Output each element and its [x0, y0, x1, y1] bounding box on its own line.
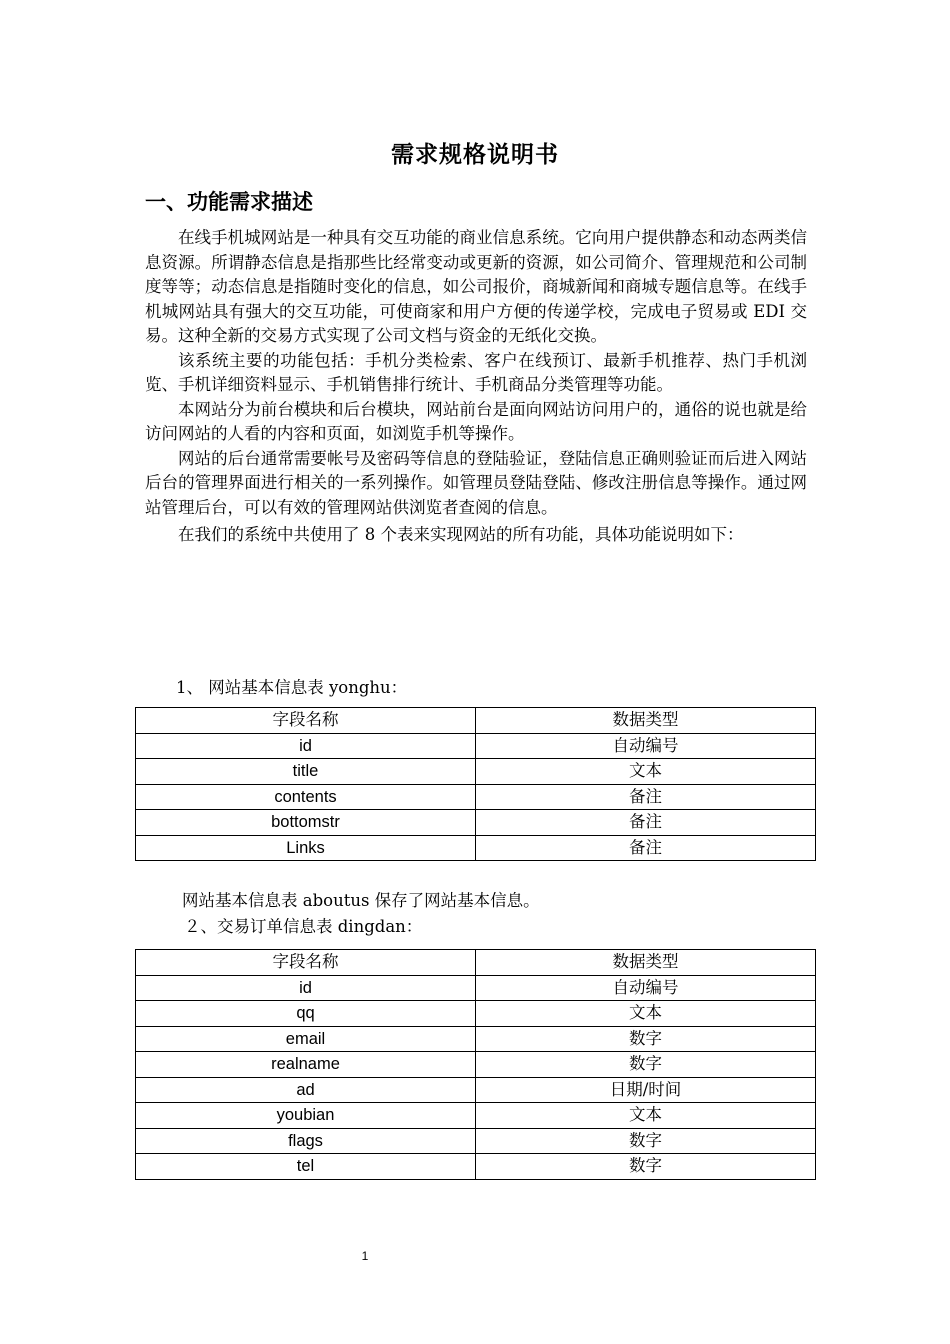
field-name-cell: email [136, 1026, 476, 1052]
table1-note: 网站基本信息表 aboutus 保存了网站基本信息。 [182, 891, 540, 910]
table-row [136, 1052, 816, 1078]
paragraph: 在我们的系统中共使用了 8 个表来实现网站的所有功能，具体功能说明如下： [178, 525, 744, 544]
data-type-cell: 数字 [476, 1052, 816, 1078]
table-row [136, 975, 816, 1001]
data-type-cell: 备注 [476, 784, 816, 810]
field-name-cell: flags [136, 1128, 476, 1154]
table-row [136, 1077, 816, 1103]
table-row [136, 1128, 816, 1154]
paragraph: 网站的后台通常需要帐号及密码等信息的登陆验证，登陆信息正确则验证而后进入网站后台的管理界面进行相关的一系列操作。如管理员登陆登陆、修改注册信息等操作。通过网站管理后台，可以有效的管理网站供浏览者查阅的信息。 [145, 448, 807, 517]
paragraph: 该系统主要的功能包括：手机分类检索、客户在线预订、最新手机推荐、热门手机浏览、手机详细资料显示、手机销售排行统计、手机商品分类管理等功能。 [145, 350, 807, 394]
document-title: 需求规格说明书 [391, 141, 559, 168]
data-type-cell: 备注 [476, 810, 816, 836]
data-type-cell: 日期/时间 [476, 1077, 816, 1103]
data-type-cell: 数字 [476, 1128, 816, 1154]
data-type-cell: 文本 [476, 1103, 816, 1129]
body-text [145, 226, 807, 554]
table-row [136, 784, 816, 810]
field-name-cell: bottomstr [136, 810, 476, 836]
table-row [136, 1103, 816, 1129]
table2 [135, 949, 816, 1180]
field-name-cell: id [136, 733, 476, 759]
data-type-cell: 文本 [476, 759, 816, 785]
data-type-cell: 数字 [476, 1026, 816, 1052]
table1 [135, 707, 816, 861]
data-type-cell: 数字 [476, 1154, 816, 1180]
table-header-cell: 数据类型 [476, 708, 816, 734]
field-name-cell: contents [136, 784, 476, 810]
table-header-cell: 字段名称 [136, 708, 476, 734]
data-type-cell: 备注 [476, 835, 816, 861]
table-row [136, 733, 816, 759]
field-name-cell: Links [136, 835, 476, 861]
field-name-cell: qq [136, 1001, 476, 1027]
table-header-cell: 字段名称 [136, 950, 476, 976]
table-header-cell: 数据类型 [476, 950, 816, 976]
field-name-cell: ad [136, 1077, 476, 1103]
table-row [136, 810, 816, 836]
page-number: 1 [361, 1249, 369, 1263]
table-row [136, 1001, 816, 1027]
paragraph: 本网站分为前台模块和后台模块，网站前台是面向网站访问用户的，通俗的说也就是给访问网站的人看的内容和页面，如浏览手机等操作。 [145, 399, 807, 443]
field-name-cell: realname [136, 1052, 476, 1078]
table-row [136, 1026, 816, 1052]
field-name-cell: tel [136, 1154, 476, 1180]
table1-caption: 1、 网站基本信息表 yonghu： [176, 678, 408, 697]
data-type-cell: 自动编号 [476, 733, 816, 759]
table-row [136, 759, 816, 785]
table-row [136, 1154, 816, 1180]
table2-caption: ２、交易订单信息表 dingdan： [184, 917, 423, 936]
field-name-cell: title [136, 759, 476, 785]
table-header-row [136, 708, 816, 734]
field-name-cell: id [136, 975, 476, 1001]
field-name-cell: youbian [136, 1103, 476, 1129]
table-header-row [136, 950, 816, 976]
data-type-cell: 自动编号 [476, 975, 816, 1001]
paragraph: 在线手机城网站是一种具有交互功能的商业信息系统。它向用户提供静态和动态两类信息资源。所谓静态信息是指那些比经常变动或更新的资源，如公司简介、管理规范和公司制度等等；动态信息是指随时变化的信息，如公司报价，商城新闻和商城专题信息等。在线手机城网站具有强大的交互功能，可使商家和用户方便的传递学校，完成电子贸易或 EDI 交易。这种全新的交易方式实现了公司文档与资金的无纸化交换。 [145, 228, 807, 345]
data-type-cell: 文本 [476, 1001, 816, 1027]
section-heading: 一、功能需求描述 [145, 189, 313, 214]
table-row [136, 835, 816, 861]
